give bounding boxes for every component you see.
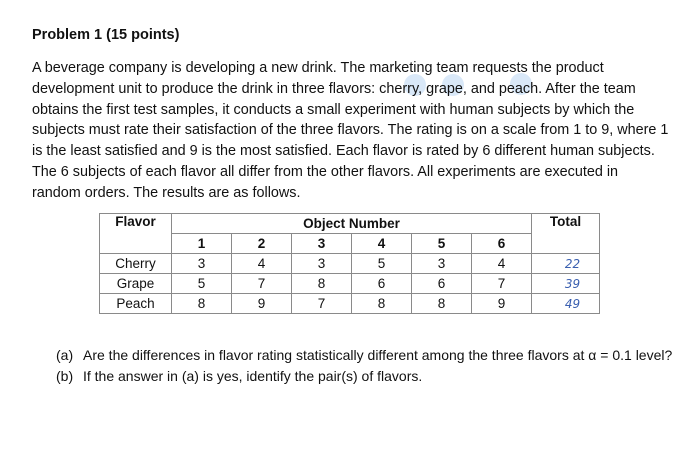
question-list <box>56 345 683 387</box>
table-row-cherry <box>100 254 600 274</box>
object-number-row <box>100 234 600 254</box>
question-a <box>56 345 683 366</box>
handwritten-total: 49 <box>532 294 600 314</box>
rating-cell: 3 <box>292 254 352 274</box>
rating-cell: 4 <box>232 254 292 274</box>
paragraph-line: development unit to produce the drink in three flavors: cherry, grape, and peach. After the team <box>32 80 636 97</box>
handwritten-total: 22 <box>532 254 600 274</box>
rating-cell: 8 <box>352 294 412 314</box>
object-number: 5 <box>412 234 472 254</box>
flavor-name: Peach <box>100 294 172 314</box>
object-number: 3 <box>292 234 352 254</box>
rating-cell: 7 <box>472 274 532 294</box>
object-number: 4 <box>352 234 412 254</box>
problem-description <box>32 58 682 204</box>
paragraph-line: obtains the first test samples, it conducts a small experiment with human subjects by which the <box>32 101 635 118</box>
flavor-header: Flavor <box>100 214 172 254</box>
object-number: 2 <box>232 234 292 254</box>
table-row-peach <box>100 294 600 314</box>
table-row-grape <box>100 274 600 294</box>
rating-cell: 9 <box>472 294 532 314</box>
rating-cell: 8 <box>412 294 472 314</box>
question-text: Are the differences in flavor rating statistically different among the three flavors at α = 0.1 level? <box>83 347 673 363</box>
object-number: 1 <box>172 234 232 254</box>
flavor-name: Cherry <box>100 254 172 274</box>
question-b <box>56 366 683 387</box>
rating-cell: 6 <box>352 274 412 294</box>
paragraph-line: subjects must rate their satisfaction of the three flavors. The rating is on a scale from 1 to 9, where 1 <box>32 122 669 139</box>
total-header: Total <box>532 214 600 254</box>
rating-cell: 4 <box>472 254 532 274</box>
rating-cell: 3 <box>172 254 232 274</box>
question-text: If the answer in (a) is yes, identify the pair(s) of flavors. <box>83 368 423 384</box>
question-label: (a) <box>56 347 74 363</box>
problem-title: Problem 1 (15 points) <box>32 27 180 43</box>
rating-cell: 6 <box>412 274 472 294</box>
rating-cell: 7 <box>292 294 352 314</box>
paragraph-line: The 6 subjects of each flavor all differ from the other flavors. All experiments are executed in <box>32 163 619 180</box>
object-number: 6 <box>472 234 532 254</box>
rating-cell: 5 <box>352 254 412 274</box>
paragraph-line: A beverage company is developing a new drink. The marketing team requests the product <box>32 60 604 76</box>
rating-cell: 7 <box>232 274 292 294</box>
flavor-name: Grape <box>100 274 172 294</box>
object-number-header: Object Number <box>172 214 532 234</box>
table-header-row <box>100 214 600 234</box>
question-label: (b) <box>56 368 74 384</box>
ratings-table <box>99 213 600 314</box>
rating-cell: 9 <box>232 294 292 314</box>
paragraph-line: random orders. The results are as follows. <box>32 184 301 201</box>
rating-cell: 3 <box>412 254 472 274</box>
handwritten-total: 39 <box>532 274 600 294</box>
rating-cell: 8 <box>172 294 232 314</box>
rating-cell: 5 <box>172 274 232 294</box>
rating-cell: 8 <box>292 274 352 294</box>
paragraph-line: is the least satisfied and 9 is the most satisfied. Each flavor is rated by 6 different human subjects. <box>32 143 655 160</box>
